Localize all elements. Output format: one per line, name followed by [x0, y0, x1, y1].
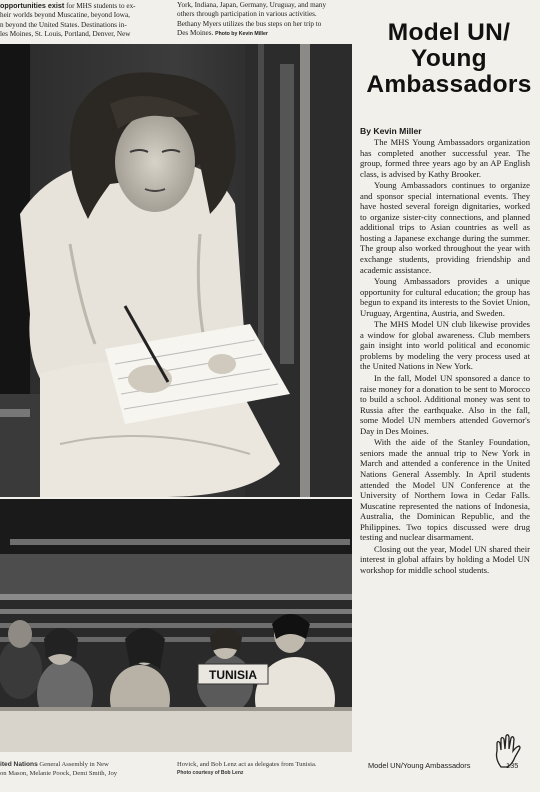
caption-lead: opportunities exist	[0, 1, 65, 10]
general-assembly-photo-image	[0, 499, 352, 752]
caption-line: others through participation in various activities.	[177, 10, 317, 19]
general-assembly-photo	[0, 499, 352, 752]
page-footer	[368, 761, 470, 770]
footer-section-title: Model UN/Young Ambassadors	[368, 761, 471, 770]
caption-line: Hovick, and Bob Lenz act as delegates from Tunisia.	[177, 761, 317, 768]
bottom-caption-col2	[177, 760, 352, 778]
title-line: Young	[411, 45, 487, 72]
photo-credit: Photo courtesy of Bob Lenz	[177, 770, 244, 776]
paragraph: With the aide of the Stanley Foundation, seniors made the annual trip to New York in March and attended a conference in the United Nations General Assembly. In April students attended the Model UN Conference at the University of Northern Iowa in Cedar Falls. Muscatine represented the nations of Indonesia, Australia, the Dominican Republic, and the Philippines. Two topics discussed were drug testing and nuclear disarmament.	[360, 437, 530, 543]
paragraph: Closing out the year, Model UN shared their interest in global affairs by holding a Model UN workshop for middle school students.	[360, 543, 530, 575]
tunisia-nameplate: TUNISIA	[209, 668, 257, 682]
top-caption-col2	[177, 1, 352, 40]
caption-lead: ited Nations	[0, 761, 38, 768]
photo-credit: Photo by Kevin Miller	[215, 31, 268, 38]
caption-line: on Mason, Melanie Poock, Demi Smith, Joy	[0, 770, 118, 777]
paragraph: The MHS Young Ambassadors organization has completed another successful year. The group, formed three years ago by an AP English class, is advised by Kathy Brooker.	[360, 137, 530, 179]
top-caption	[0, 1, 175, 40]
title-line: Ambassadors	[366, 71, 532, 98]
title-line: Model UN/	[387, 19, 511, 46]
paragraph: Young Ambassadors continues to organize and sponsor special international events. They have hosted several foreign dignitaries, worked to organize sister-city connections, and planned additional trips to Asian countries as well as hosting a Japanese exchange during the summer. The group also worked throughout the year with exchange students, providing friendship and academic assistance.	[360, 180, 530, 275]
caption-line: les Moines, St. Louis, Portland, Denver, New	[0, 30, 131, 39]
article-body	[360, 137, 530, 575]
paragraph: Young Ambassadors provides a unique opportunity for cultural education; the group has begun to expand its interests to the Soviet Union, Uruguay, Argentina, Austria, and Sweden.	[360, 276, 530, 318]
caption-line: ited Nations General Assembly in New	[0, 761, 109, 768]
article-title	[360, 20, 538, 98]
byline: By Kevin Miller	[360, 126, 422, 136]
bus-steps-photo	[0, 44, 352, 497]
caption-line: heir worlds beyond Muscatine, beyond Iowa,	[0, 11, 130, 20]
caption-line: n beyond the United States. Destinations in-	[0, 20, 127, 29]
paragraph: In the fall, Model UN sponsored a dance to raise money for a donation to be sent to Morocco to build a school. Additional money was sent to Russia after the earthquake. Also in the fall, some Model UN members attended Governor's Day in Des Moines.	[360, 373, 530, 436]
caption-line: Des Moines. Photo by Kevin Miller	[177, 29, 268, 38]
caption-line: opportunities exist for MHS students to ex-	[0, 1, 136, 10]
bus-steps-photo-image	[0, 44, 352, 497]
page-number: 135	[506, 761, 519, 770]
paragraph: The MHS Model UN club likewise provides a window for global awareness. Club members gain insight into world political and economic problems by modeling the very process used at the United Nations in New York.	[360, 319, 530, 372]
bottom-caption	[0, 760, 175, 778]
caption-line: York, Indiana, Japan, Germany, Uruguay, and many	[177, 1, 327, 9]
caption-line: Bethany Myers utilizes the bus steps on her trip to	[177, 19, 322, 28]
